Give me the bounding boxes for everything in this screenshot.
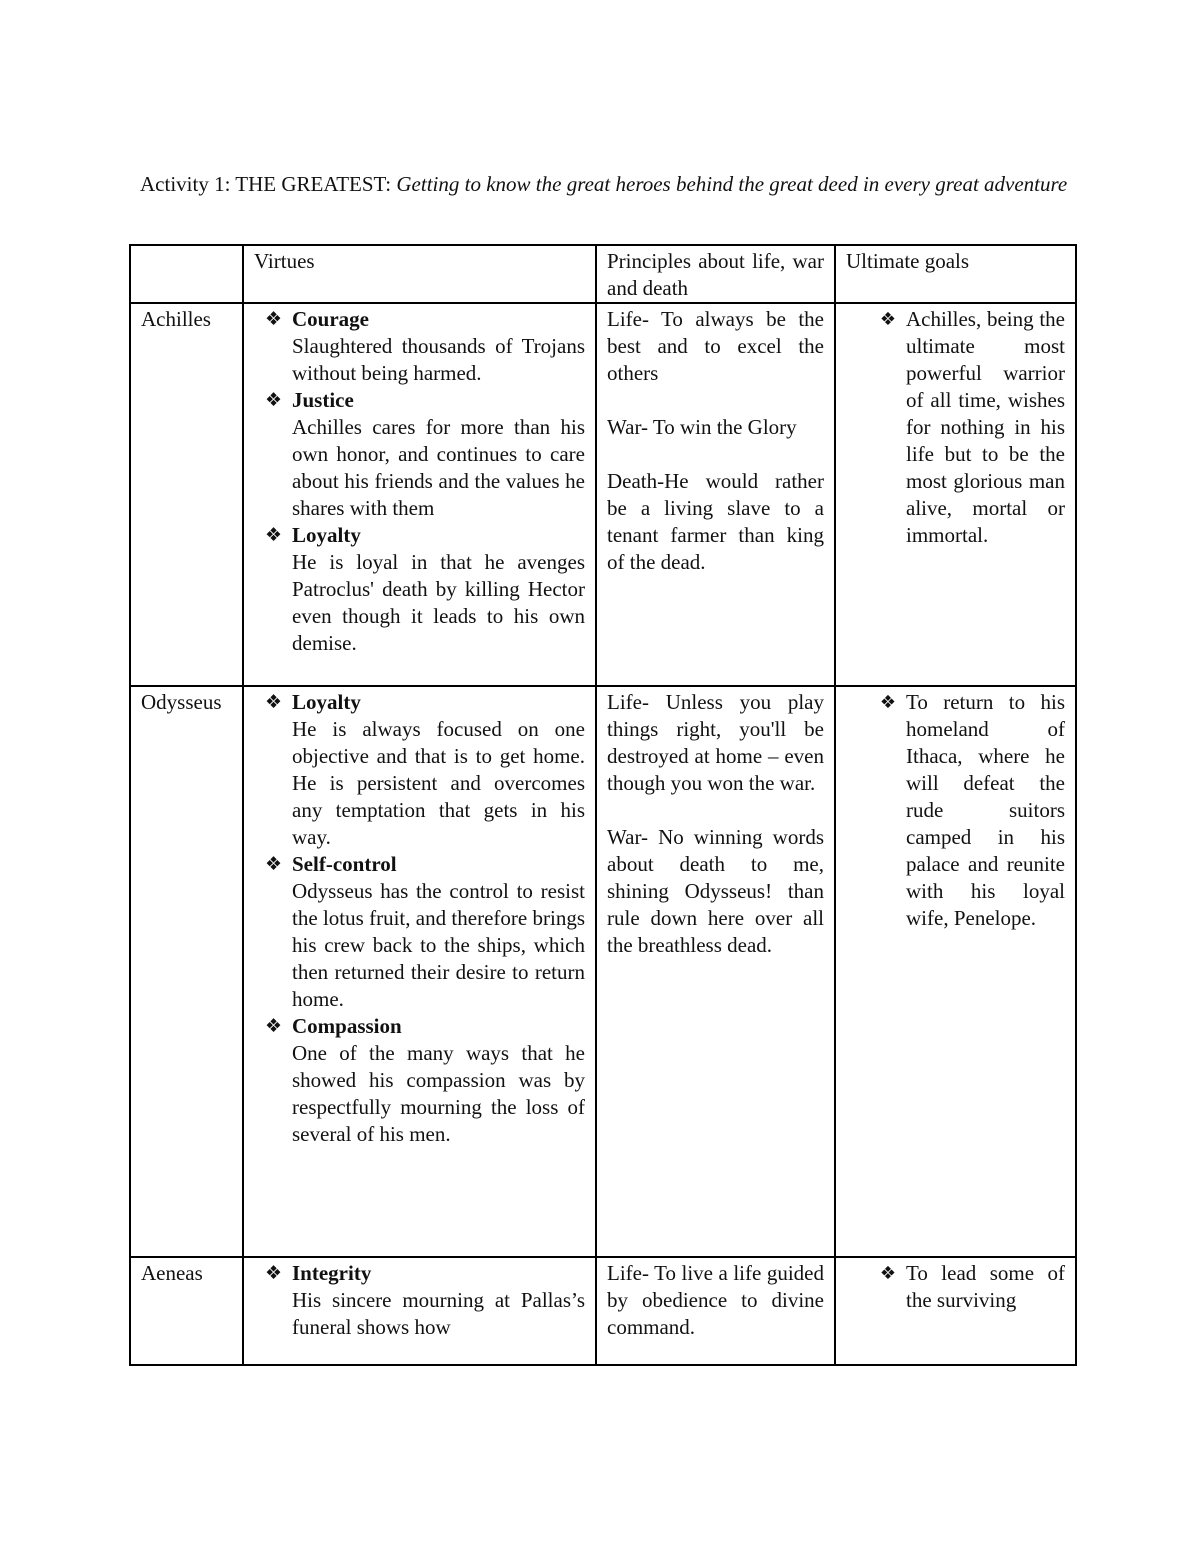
virtue-desc: One of the many ways that he showed his compassion was by respectfully mourning the loss of several of his men. bbox=[292, 1041, 585, 1146]
virtue-item bbox=[244, 306, 585, 387]
diamond-bullet-icon: ❖ bbox=[264, 691, 282, 713]
virtue-item bbox=[244, 522, 585, 657]
virtue-name: Integrity bbox=[292, 1261, 372, 1285]
goal-text: To lead some of the surviving bbox=[906, 1261, 1065, 1312]
hero-name: Odysseus bbox=[130, 686, 243, 1257]
table-row bbox=[130, 1257, 1076, 1365]
principles-cell bbox=[596, 686, 835, 1257]
virtue-name: Self-control bbox=[292, 852, 397, 876]
virtue-name: Loyalty bbox=[292, 523, 361, 547]
goal-text: To return to his homeland of Ithaca, where he will defeat the rude suitors camped in his palace and reunite with his loyal wife, Penelope. bbox=[906, 690, 1065, 930]
four-diamond-bullet-icon: ❖ bbox=[879, 692, 896, 713]
goals-cell bbox=[835, 1257, 1076, 1365]
virtue-item bbox=[244, 387, 585, 522]
virtues-cell bbox=[243, 686, 596, 1257]
table-row bbox=[130, 303, 1076, 686]
principles-cell bbox=[596, 303, 835, 686]
virtues-cell bbox=[243, 1257, 596, 1365]
principle-war: War- To win the Glory bbox=[607, 415, 797, 439]
header-cell-empty bbox=[130, 245, 243, 303]
virtue-desc: His sincere mourning at Pallas’s funeral shows how bbox=[292, 1288, 585, 1339]
hero-name: Achilles bbox=[130, 303, 243, 686]
virtue-item bbox=[244, 1260, 585, 1341]
virtue-desc: Achilles cares for more than his own honor, and continues to care about his friends and the values he shares with them bbox=[292, 415, 585, 520]
title-italic: Getting to know the great heroes behind the great deed in every great adventure bbox=[396, 172, 1068, 196]
principle-war: War- No winning words about death to me, shining Odysseus! than rule down here over all the breathless dead. bbox=[607, 825, 824, 957]
virtue-item bbox=[244, 689, 585, 851]
principle-life: Life- To always be the best and to excel the others bbox=[607, 307, 824, 385]
four-diamond-bullet-icon: ❖ bbox=[879, 1263, 896, 1284]
virtue-desc: He is loyal in that he avenges Patroclus' death by killing Hector even though it leads to his own demise. bbox=[292, 550, 585, 655]
goal-item bbox=[836, 306, 1065, 549]
goals-cell bbox=[835, 686, 1076, 1257]
header-principles: Principles about life, war and death bbox=[596, 245, 835, 303]
diamond-bullet-icon: ❖ bbox=[264, 308, 282, 330]
heroes-table bbox=[129, 244, 1077, 1366]
title-lead: Activity 1: THE GREATEST: bbox=[140, 172, 397, 196]
principle-death: Death-He would rather be a living slave to a tenant farmer than king of the dead. bbox=[607, 469, 824, 574]
header-goals: Ultimate goals bbox=[835, 245, 1076, 303]
goal-item bbox=[836, 1260, 1065, 1314]
diamond-bullet-icon: ❖ bbox=[264, 1015, 282, 1037]
virtue-desc: Slaughtered thousands of Trojans without being harmed. bbox=[292, 334, 585, 385]
virtue-desc: Odysseus has the control to resist the lotus fruit, and therefore brings his crew back to the ships, which then returned their desire to return home. bbox=[292, 879, 585, 1011]
principles-cell bbox=[596, 1257, 835, 1365]
principle-life: Life- To live a life guided by obedience to divine command. bbox=[607, 1261, 824, 1339]
goals-cell bbox=[835, 303, 1076, 686]
principle-life: Life- Unless you play things right, you'll be destroyed at home – even though you won the war. bbox=[607, 690, 824, 795]
virtue-item bbox=[244, 1013, 585, 1148]
goal-item bbox=[836, 689, 1065, 932]
diamond-bullet-icon: ❖ bbox=[264, 1262, 282, 1284]
diamond-bullet-icon: ❖ bbox=[264, 853, 282, 875]
activity-title bbox=[140, 170, 1070, 199]
virtue-name: Courage bbox=[292, 307, 369, 331]
header-row bbox=[130, 245, 1076, 303]
goal-text: Achilles, being the ultimate most powerful warrior of all time, wishes for nothing in his life but to be the most glorious man alive, mortal or immortal. bbox=[906, 307, 1065, 547]
hero-name: Aeneas bbox=[130, 1257, 243, 1365]
virtue-name: Compassion bbox=[292, 1014, 402, 1038]
header-virtues: Virtues bbox=[243, 245, 596, 303]
virtues-cell bbox=[243, 303, 596, 686]
table-row bbox=[130, 686, 1076, 1257]
virtue-name: Loyalty bbox=[292, 690, 361, 714]
virtue-desc: He is always focused on one objective and that is to get home. He is persistent and overcomes any temptation that gets in his way. bbox=[292, 717, 585, 849]
diamond-bullet-icon: ❖ bbox=[264, 389, 282, 411]
four-diamond-bullet-icon: ❖ bbox=[879, 309, 896, 330]
diamond-bullet-icon: ❖ bbox=[264, 524, 282, 546]
virtue-item bbox=[244, 851, 585, 1013]
virtue-name: Justice bbox=[292, 388, 354, 412]
